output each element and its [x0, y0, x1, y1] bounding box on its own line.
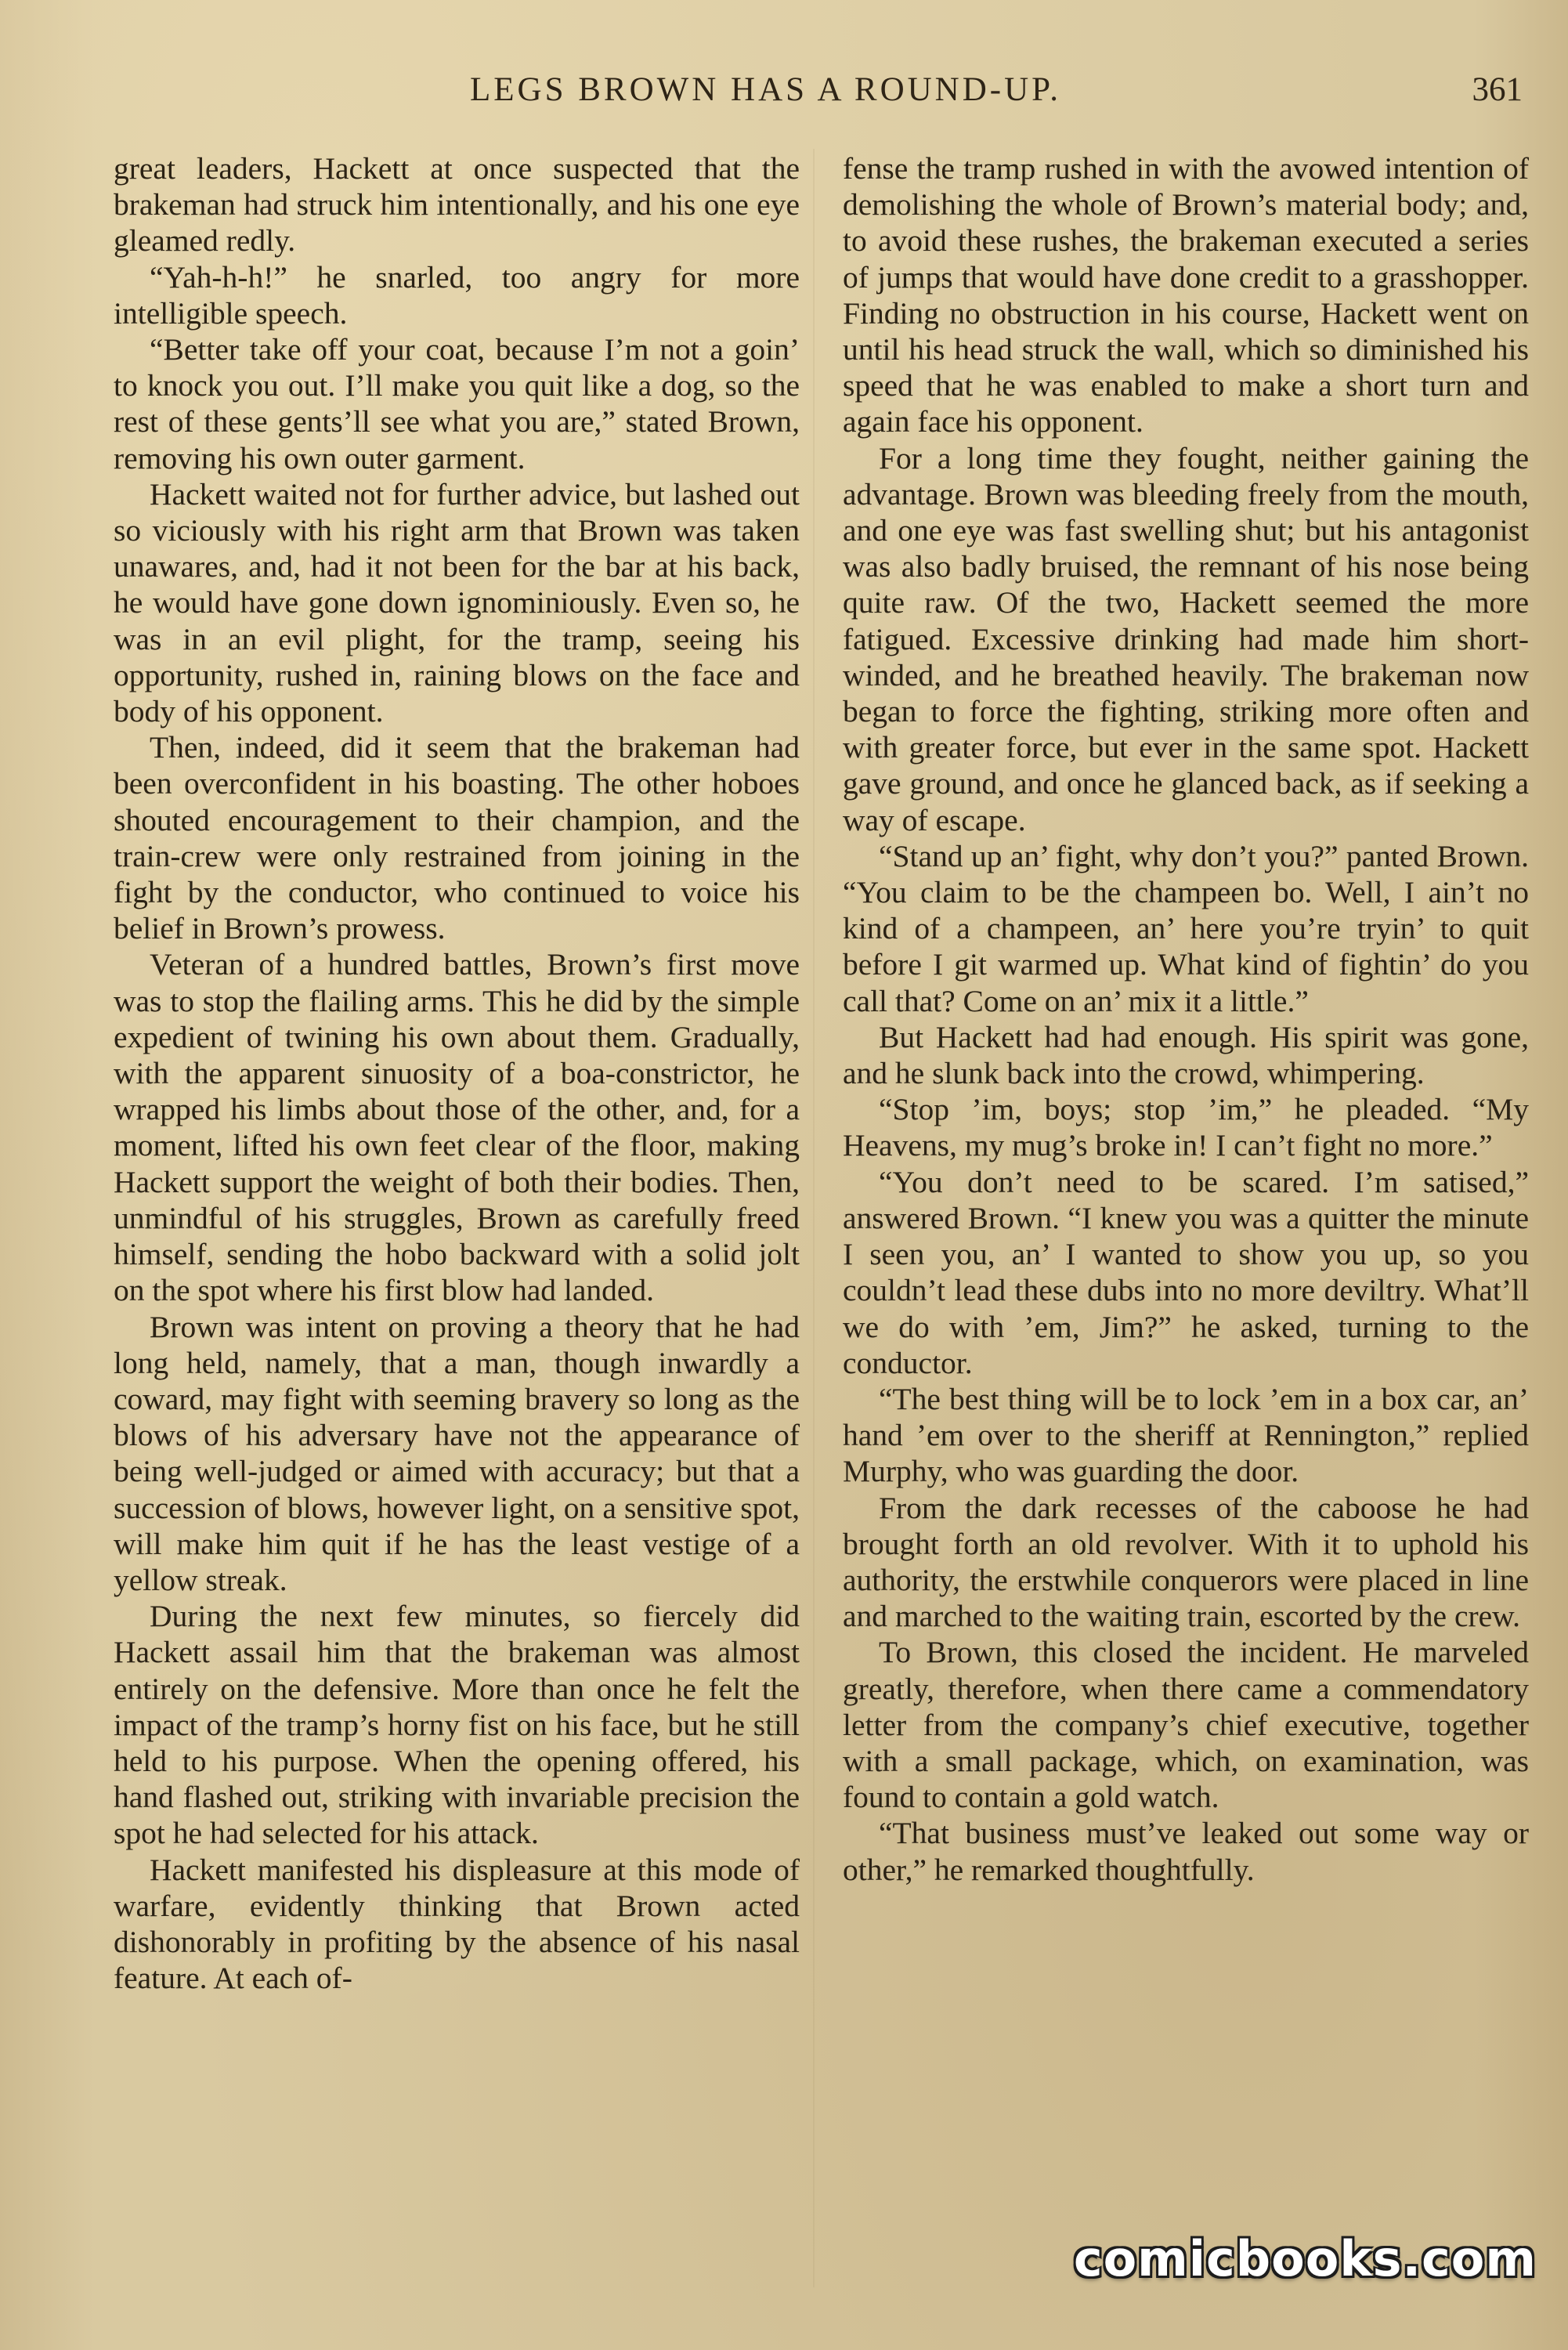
- text-column-right: [843, 150, 1529, 1888]
- paragraph: “Stop ’im, boys; stop ’im,” he pleaded. “My Heavens, my mug’s broke in! I can’t fight no more.”: [843, 1092, 1529, 1163]
- paragraph: fense the tramp rushed in with the avowed intention of demolishing the whole of Brown’s material body; and, to avoid these rushes, the brakeman executed a series of jumps that would have done credit to a grasshopper. Finding no obstruction in his course, Hackett went on until his head struck the wall, which so diminished his speed that he was enabled to make a short turn and again face his opponent.: [843, 151, 1529, 439]
- running-header: [0, 70, 1568, 118]
- paragraph: To Brown, this closed the incident. He marveled greatly, therefore, when there came a commendatory letter from the company’s chief executive, together with a small package, which, on examination, was found to contain a gold watch.: [843, 1635, 1529, 1815]
- paragraph: Then, indeed, did it seem that the brakeman had been overconfident in his boasting. The other hoboes shouted encouragement to their champion, and the train-crew were only restrained from joining in the fight by the conductor, who continued to voice his belief in Brown’s prowess.: [114, 730, 800, 946]
- paragraph: Hackett manifested his displeasure at this mode of warfare, evidently thinking that Brown acted dishonorably in profiting by the absence of his nasal feature. At each of-: [114, 1852, 800, 1996]
- paragraph: “Better take off your coat, because I’m not a goin’ to knock you out. I’ll make you quit like a dog, so the rest of these gents’ll see what you are,” stated Brown, removing his own outer garment.: [114, 332, 800, 475]
- paragraph: Hackett waited not for further advice, but lashed out so viciously with his right arm that Brown was taken unawares, and, had it not been for the bar at his back, he would have gone down ignominiously. Even so, he was in an evil plight, for the tramp, seeing his opportunity, rushed in, raining blows on the face and body of his opponent.: [114, 476, 800, 729]
- paragraph: great leaders, Hackett at once suspected that the brakeman had struck him intentionally, and his one eye gleamed redly.: [114, 151, 800, 258]
- text-column-left: [114, 150, 800, 1996]
- paragraph: “The best thing will be to lock ’em in a box car, an’ hand ’em over to the sheriff at Rennington,” replied Murphy, who was guarding the door.: [843, 1381, 1529, 1489]
- paragraph: Brown was intent on proving a theory that he had long held, namely, that a man, though inwardly a coward, may fight with seeming bravery so long as the blows of his adversary have not the appearance of being well-judged or aimed with accuracy; but that a succession of blows, however light, on a sensitive spot, will make him quit if he has the least vestige of a yellow streak.: [114, 1309, 800, 1597]
- paragraph: But Hackett had had enough. His spirit was gone, and he slunk back into the crowd, whimpering.: [843, 1019, 1529, 1091]
- site-watermark: comicbooks.com: [1073, 2230, 1537, 2287]
- page-number: 361: [1472, 71, 1523, 108]
- paragraph: “Yah-h-h!” he snarled, too angry for more intelligible speech.: [114, 259, 800, 331]
- running-title: LEGS BROWN HAS A ROUND-UP.: [470, 71, 1062, 108]
- paragraph: “You don’t need to be scared. I’m satised,” answered Brown. “I knew you was a quitter the minute I seen you, an’ I wanted to show you up, so you couldn’t lead these dubs into no more deviltry. What’ll we do with ’em, Jim?” he asked, turning to the conductor.: [843, 1164, 1529, 1380]
- paragraph: “That business must’ve leaked out some way or other,” he remarked thoughtfully.: [843, 1816, 1529, 1887]
- paragraph: For a long time they fought, neither gaining the advantage. Brown was bleeding freely from the mouth, and one eye was fast swelling shut; but his antagonist was also badly bruised, the remnant of his nose being quite raw. Of the two, Hackett seemed the more fatigued. Excessive drinking had made him short-winded, and he breathed heavily. The brakeman now began to force the fighting, striking more often and with greater force, but ever in the same spot. Hackett gave ground, and once he glanced back, as if seeking a way of escape.: [843, 440, 1529, 837]
- column-gutter: [813, 149, 815, 2287]
- paragraph: Veteran of a hundred battles, Brown’s first move was to stop the flailing arms. This he did by the simple expedient of twining his own about them. Gradually, with the apparent sinuosity of a boa-constrictor, he wrapped his limbs about those of the other, and, for a moment, lifted his own feet clear of the floor, making Hackett support the weight of both their bodies. Then, unmindful of his struggles, Brown as carefully freed himself, sending the hobo backward with a solid jolt on the spot where his first blow had landed.: [114, 947, 800, 1308]
- paragraph: During the next few minutes, so fiercely did Hackett assail him that the brakeman was almost entirely on the defensive. More than once he felt the impact of the tramp’s horny fist on his face, but he still held to his purpose. When the opening offered, his hand flashed out, striking with invariable precision the spot he had selected for his attack.: [114, 1599, 800, 1851]
- paragraph: “Stand up an’ fight, why don’t you?” panted Brown. “You claim to be the champeen bo. Well, I ain’t no kind of a champeen, an’ here you’re tryin’ to quit before I git warmed up. What kind of fightin’ do you call that? Come on an’ mix it a little.”: [843, 838, 1529, 1018]
- paragraph: From the dark recesses of the caboose he had brought forth an old revolver. With it to uphold his authority, the erstwhile conquerors were placed in line and marched to the waiting train, escorted by the crew.: [843, 1490, 1529, 1634]
